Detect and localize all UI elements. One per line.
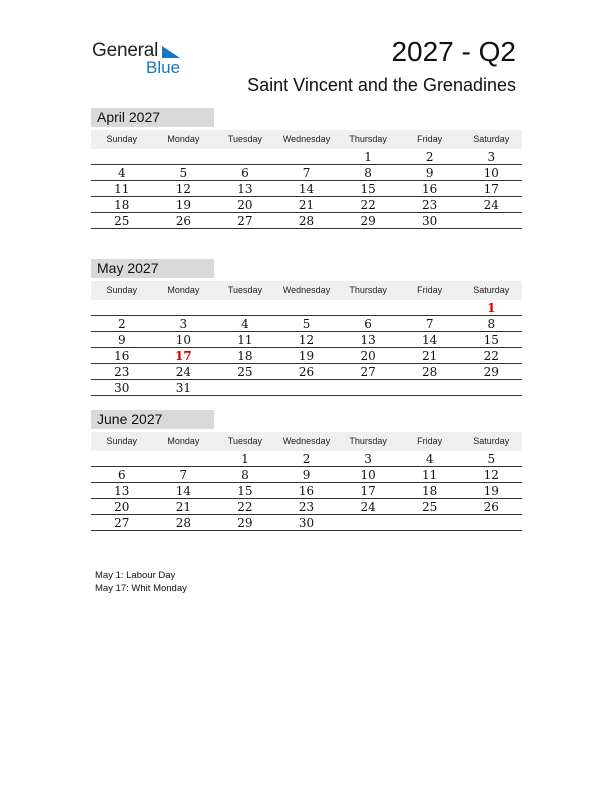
day-cell: 7 <box>425 317 434 331</box>
day-cell: 8 <box>241 468 249 482</box>
day-cell: 18 <box>422 484 438 498</box>
week-row <box>91 364 522 380</box>
weekday-label: Saturday <box>473 436 510 446</box>
day-cell: 4 <box>117 166 126 180</box>
month-header: May 2027 <box>91 259 214 278</box>
day-cell: 11 <box>114 182 130 196</box>
day-cell: 13 <box>360 333 376 347</box>
day-cell: 26 <box>175 214 191 228</box>
week-row <box>91 332 522 348</box>
day-cell: 13 <box>114 484 130 498</box>
day-cell: 15 <box>360 182 376 196</box>
day-cell: 2 <box>302 452 311 466</box>
week-row <box>91 197 522 213</box>
day-cell <box>460 213 522 228</box>
day-cell: 31 <box>175 381 191 395</box>
holiday-notes <box>95 569 187 595</box>
day-cell: 8 <box>487 317 496 331</box>
weekday-label: Saturday <box>473 134 510 144</box>
day-cell <box>214 149 276 164</box>
week-row <box>91 380 522 396</box>
day-cell: 30 <box>298 516 315 530</box>
day-cell: 2 <box>425 150 434 164</box>
day-cell: 14 <box>175 484 191 498</box>
month-header: April 2027 <box>91 108 214 127</box>
weekday-label: Monday <box>167 134 200 144</box>
day-cell: 9 <box>302 468 311 482</box>
day-cell: 5 <box>302 317 311 331</box>
day-cell: 6 <box>117 468 126 482</box>
day-cell: 23 <box>422 198 438 212</box>
day-cell <box>399 380 461 395</box>
week-row <box>91 483 522 499</box>
day-cell <box>214 300 276 315</box>
week-row <box>91 467 522 483</box>
day-cell <box>337 300 399 315</box>
week-row <box>91 499 522 515</box>
day-cell: 20 <box>237 198 253 212</box>
day-cell: 23 <box>114 365 130 379</box>
month-june <box>91 410 522 531</box>
logo-general-text: General <box>92 40 159 61</box>
day-cell <box>399 515 461 530</box>
day-cell: 19 <box>175 198 191 212</box>
quarter-title: 2027 - Q2 <box>391 36 516 67</box>
day-cell: 7 <box>302 166 311 180</box>
day-cell: 5 <box>487 452 496 466</box>
day-cell: 10 <box>175 333 191 347</box>
day-cell: 17 <box>483 182 499 196</box>
day-cell: 20 <box>360 349 376 363</box>
day-cell: 3 <box>179 317 188 331</box>
day-cell: 14 <box>298 182 315 196</box>
week-row <box>91 515 522 531</box>
weekday-header-row <box>91 130 522 149</box>
day-cell: 26 <box>298 365 315 379</box>
week-row <box>91 316 522 332</box>
day-cell: 22 <box>237 500 253 514</box>
day-cell: 10 <box>360 468 376 482</box>
day-cell: 10 <box>483 166 499 180</box>
week-row <box>91 348 522 364</box>
day-cell: 18 <box>237 349 253 363</box>
weekday-label: Wednesday <box>282 134 331 144</box>
day-cell: 21 <box>298 198 315 212</box>
day-cell: 25 <box>237 365 253 379</box>
weekday-label: Friday <box>417 134 443 144</box>
weekday-label: Friday <box>417 285 443 295</box>
day-cell: 25 <box>422 500 438 514</box>
weekday-label: Thursday <box>349 285 387 295</box>
day-cell: 29 <box>237 516 253 530</box>
weekday-label: Sunday <box>106 436 138 446</box>
day-cell: 1 <box>364 150 372 164</box>
weekday-label: Sunday <box>106 285 138 295</box>
weekday-label: Wednesday <box>282 436 331 446</box>
weekday-label: Sunday <box>106 134 138 144</box>
month-may <box>91 259 522 396</box>
day-cell: 21 <box>422 349 438 363</box>
day-cell: 27 <box>237 214 253 228</box>
day-cell <box>276 149 338 164</box>
day-cell: 16 <box>114 349 130 363</box>
day-cell: 11 <box>422 468 438 482</box>
day-cell: 29 <box>483 365 499 379</box>
week-row <box>91 149 522 165</box>
day-cell <box>399 300 461 315</box>
day-cell: 13 <box>237 182 253 196</box>
day-cell: 22 <box>483 349 499 363</box>
weekday-label: Tuesday <box>227 436 263 446</box>
weekday-label: Thursday <box>349 134 387 144</box>
day-cell <box>91 451 153 466</box>
week-row <box>91 181 522 197</box>
day-cell: 6 <box>241 166 249 180</box>
day-cell: 20 <box>114 500 130 514</box>
day-cell: 4 <box>425 452 434 466</box>
day-cell: 28 <box>298 214 315 228</box>
day-cell: 14 <box>422 333 438 347</box>
day-cell <box>153 149 215 164</box>
week-row <box>91 451 522 467</box>
week-row <box>91 213 522 229</box>
day-cell: 30 <box>422 214 438 228</box>
day-cell: 16 <box>422 182 438 196</box>
weekday-label: Monday <box>167 285 200 295</box>
day-cell: 9 <box>425 166 434 180</box>
day-cell: 24 <box>483 198 499 212</box>
day-cell <box>460 380 522 395</box>
day-cell: 22 <box>360 198 376 212</box>
day-cell: 19 <box>483 484 499 498</box>
day-cell: 7 <box>179 468 188 482</box>
day-cell: 6 <box>364 317 372 331</box>
day-cell: 5 <box>179 166 188 180</box>
day-cell: 25 <box>114 214 130 228</box>
logo <box>92 40 192 80</box>
day-cell <box>337 515 399 530</box>
day-cell: 8 <box>364 166 372 180</box>
day-cell: 15 <box>483 333 499 347</box>
day-cell <box>91 149 153 164</box>
day-cell: 29 <box>360 214 376 228</box>
weekday-label: Wednesday <box>282 285 331 295</box>
day-cell: 27 <box>114 516 130 530</box>
weekday-label: Monday <box>167 436 200 446</box>
country-name: Saint Vincent and the Grenadines <box>247 75 516 95</box>
day-cell: 1 <box>241 452 249 466</box>
day-cell <box>153 451 215 466</box>
holiday-note: May 1: Labour Day <box>95 570 176 581</box>
day-cell: 28 <box>175 516 191 530</box>
day-cell: 24 <box>175 365 191 379</box>
day-cell: 27 <box>360 365 376 379</box>
day-cell <box>91 300 153 315</box>
day-cell: 30 <box>114 381 130 395</box>
holiday-note: May 17: Whit Monday <box>95 583 187 594</box>
day-cell: 23 <box>298 500 315 514</box>
day-cell: 9 <box>117 333 126 347</box>
day-cell: 19 <box>298 349 315 363</box>
day-cell <box>337 380 399 395</box>
day-cell: 18 <box>114 198 130 212</box>
weekday-label: Friday <box>417 436 443 446</box>
weekday-label: Tuesday <box>227 285 263 295</box>
month-april <box>91 108 522 229</box>
day-cell: 4 <box>241 317 249 331</box>
week-row <box>91 165 522 181</box>
week-row <box>91 300 522 316</box>
weekday-label: Tuesday <box>227 134 263 144</box>
weekday-label: Saturday <box>473 285 510 295</box>
day-cell: 3 <box>364 452 372 466</box>
weekday-label: Thursday <box>349 436 387 446</box>
month-header: June 2027 <box>91 410 214 429</box>
day-cell <box>153 300 215 315</box>
day-cell: 12 <box>175 182 191 196</box>
day-cell: 28 <box>422 365 438 379</box>
weekday-header-row <box>91 281 522 300</box>
day-cell: 3 <box>487 150 496 164</box>
day-cell <box>460 515 522 530</box>
day-cell: 15 <box>237 484 253 498</box>
day-cell: 16 <box>298 484 315 498</box>
day-cell: 1 <box>487 301 496 315</box>
day-cell: 2 <box>117 317 126 331</box>
day-cell <box>214 380 276 395</box>
day-cell: 26 <box>483 500 499 514</box>
weekday-header-row <box>91 432 522 451</box>
day-cell: 21 <box>175 500 191 514</box>
day-cell: 17 <box>175 349 192 363</box>
day-cell: 12 <box>483 468 499 482</box>
day-cell: 11 <box>237 333 253 347</box>
day-cell <box>276 380 338 395</box>
day-cell: 24 <box>360 500 376 514</box>
day-cell: 17 <box>360 484 376 498</box>
day-cell <box>276 300 338 315</box>
day-cell: 12 <box>298 333 315 347</box>
logo-blue-text: Blue <box>146 58 181 77</box>
